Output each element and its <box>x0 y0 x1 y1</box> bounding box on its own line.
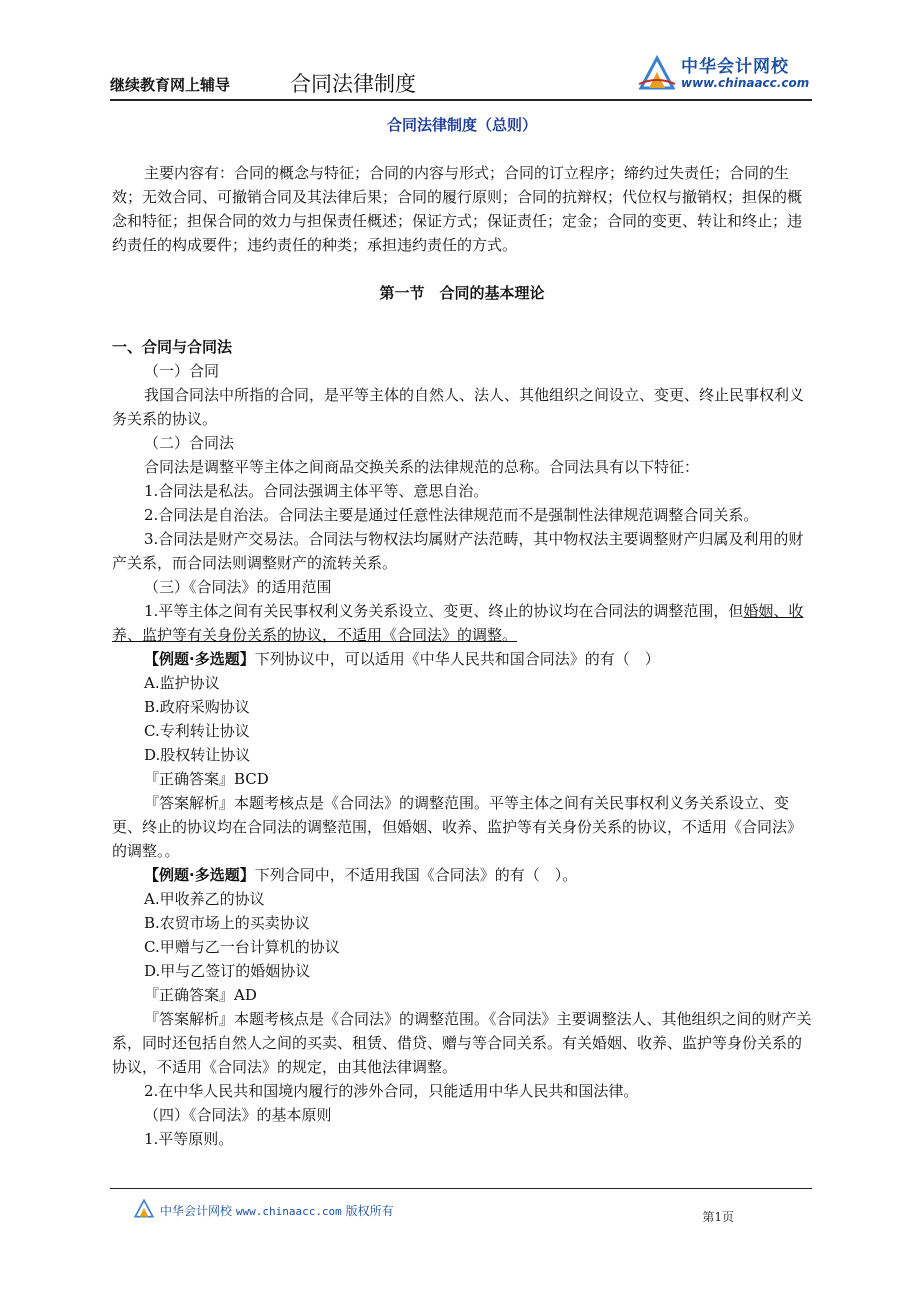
example-question <box>112 647 812 671</box>
page-number: 第1页 <box>702 1210 734 1224</box>
paragraph: 3.合同法是财产交易法。合同法与物权法均属财产法范畴，其中物权法主要调整财产归属及利用的财产关系，而合同法则调整财产的流转关系。 <box>112 530 804 572</box>
subheading-principles: （四）《合同法》的基本原则 <box>144 1106 332 1124</box>
footer-logo-icon <box>132 1198 156 1220</box>
paragraph: 我国合同法中所指的合同，是平等主体的自然人、法人、其他组织之间设立、变更、终止民事权利义务关系的协议。 <box>112 386 805 428</box>
logo <box>637 52 812 96</box>
paragraph <box>112 599 812 647</box>
example-label: 【例题·多选题】 <box>144 866 255 884</box>
header-divider <box>110 99 812 101</box>
paragraph-text: 1.平等主体之间有关民事权利义务关系设立、变更、终止的协议均在合同法的调整范围，但 <box>144 602 744 620</box>
subheading-contract: （一）合同 <box>144 362 220 380</box>
option-item: B.政府采购协议 <box>144 698 250 716</box>
paragraph: 2.在中华人民共和国境内履行的涉外合同，只能适用中华人民共和国法律。 <box>144 1082 639 1100</box>
example-question-text: 下列合同中，不适用我国《合同法》的有（ ）。 <box>254 866 578 884</box>
page-footer <box>132 1198 812 1222</box>
option-item: D.甲与乙签订的婚姻协议 <box>144 962 311 980</box>
footer-brand: 中华会计网校 <box>160 1204 233 1218</box>
option-item: C.专利转让协议 <box>144 722 250 740</box>
footer-divider <box>110 1188 812 1189</box>
document-title: 合同法律制度（总则） <box>386 116 537 134</box>
answer-analysis: 『答案解析』本题考核点是《合同法》的调整范围。平等主体之间有关民事权利义务关系设立、变更、终止的协议均在合同法的调整范围，但婚姻、收养、监护等有关身份关系的协议，不适用《合同法》的调整。。 <box>112 794 803 860</box>
footer-text <box>160 1202 394 1219</box>
example-question <box>112 863 812 887</box>
logo-name: 中华会计网校 <box>681 57 789 77</box>
subheading-contract-law: （二）合同法 <box>144 434 235 452</box>
paragraph: 合同法是调整平等主体之间商品交换关系的法律规范的总称。合同法具有以下特征： <box>144 458 700 476</box>
option-item: A.甲收养乙的协议 <box>144 890 265 908</box>
logo-url: www.chinaacc.com <box>681 76 810 90</box>
option-item: A.监护协议 <box>144 674 220 692</box>
summary-paragraph: 主要内容有：合同的概念与特征；合同的内容与形式；合同的订立程序；缔约过失责任；合同的生效；无效合同、可撤销合同及其法律后果；合同的履行原则；合同的抗辩权；代位权与撤销权；担保的概念和特征；担保合同的效力与担保责任概述；保证方式；保证责任；定金；合同的变更、转让和终止；违约责任的构成要件；违约责任的种类；承担违约责任的方式。 <box>112 164 803 254</box>
paragraph: 2.合同法是自治法。合同法主要是通过任意性法律规范而不是强制性法律规范调整合同关系。 <box>144 506 759 524</box>
option-item: B.农贸市场上的买卖协议 <box>144 914 310 932</box>
example-question-text: 下列协议中，可以适用《中华人民共和国合同法》的有（ ） <box>254 650 660 668</box>
underlined-text: 婚姻、收养、监护等有关身份关系的协议，不适用《合同法》的调整。 <box>112 602 804 644</box>
logo-icon <box>637 54 677 94</box>
footer-url[interactable]: www.chinaacc.com <box>235 1205 342 1218</box>
footer-rights: 版权所有 <box>345 1204 394 1218</box>
section-title: 第一节 合同的基本理论 <box>379 284 545 302</box>
header-left-label: 继续教育网上辅导 <box>110 76 231 94</box>
header-title: 合同法律制度 <box>290 72 416 96</box>
paragraph: 1.平等原则。 <box>144 1130 234 1148</box>
example-label: 【例题·多选题】 <box>144 650 255 668</box>
correct-answer: 『正确答案』BCD <box>144 770 269 788</box>
page-header <box>110 48 812 100</box>
document-body <box>112 113 812 1151</box>
option-item: C.甲赠与乙一台计算机的协议 <box>144 938 340 956</box>
paragraph: 1.合同法是私法。合同法强调主体平等、意思自治。 <box>144 482 489 500</box>
subheading-scope: （三）《合同法》的适用范围 <box>144 578 332 596</box>
correct-answer: 『正确答案』AD <box>144 986 257 1004</box>
option-item: D.股权转让协议 <box>144 746 251 764</box>
answer-analysis: 『答案解析』本题考核点是《合同法》的调整范围。《合同法》主要调整法人、其他组织之间的财产关系，同时还包括自然人之间的买卖、租赁、借贷、赠与等合同关系。有关婚姻、收养、监护等身份关系的协议，不适用《合同法》的规定，由其他法律调整。 <box>112 1010 812 1076</box>
heading-1: 一、合同与合同法 <box>112 338 233 356</box>
